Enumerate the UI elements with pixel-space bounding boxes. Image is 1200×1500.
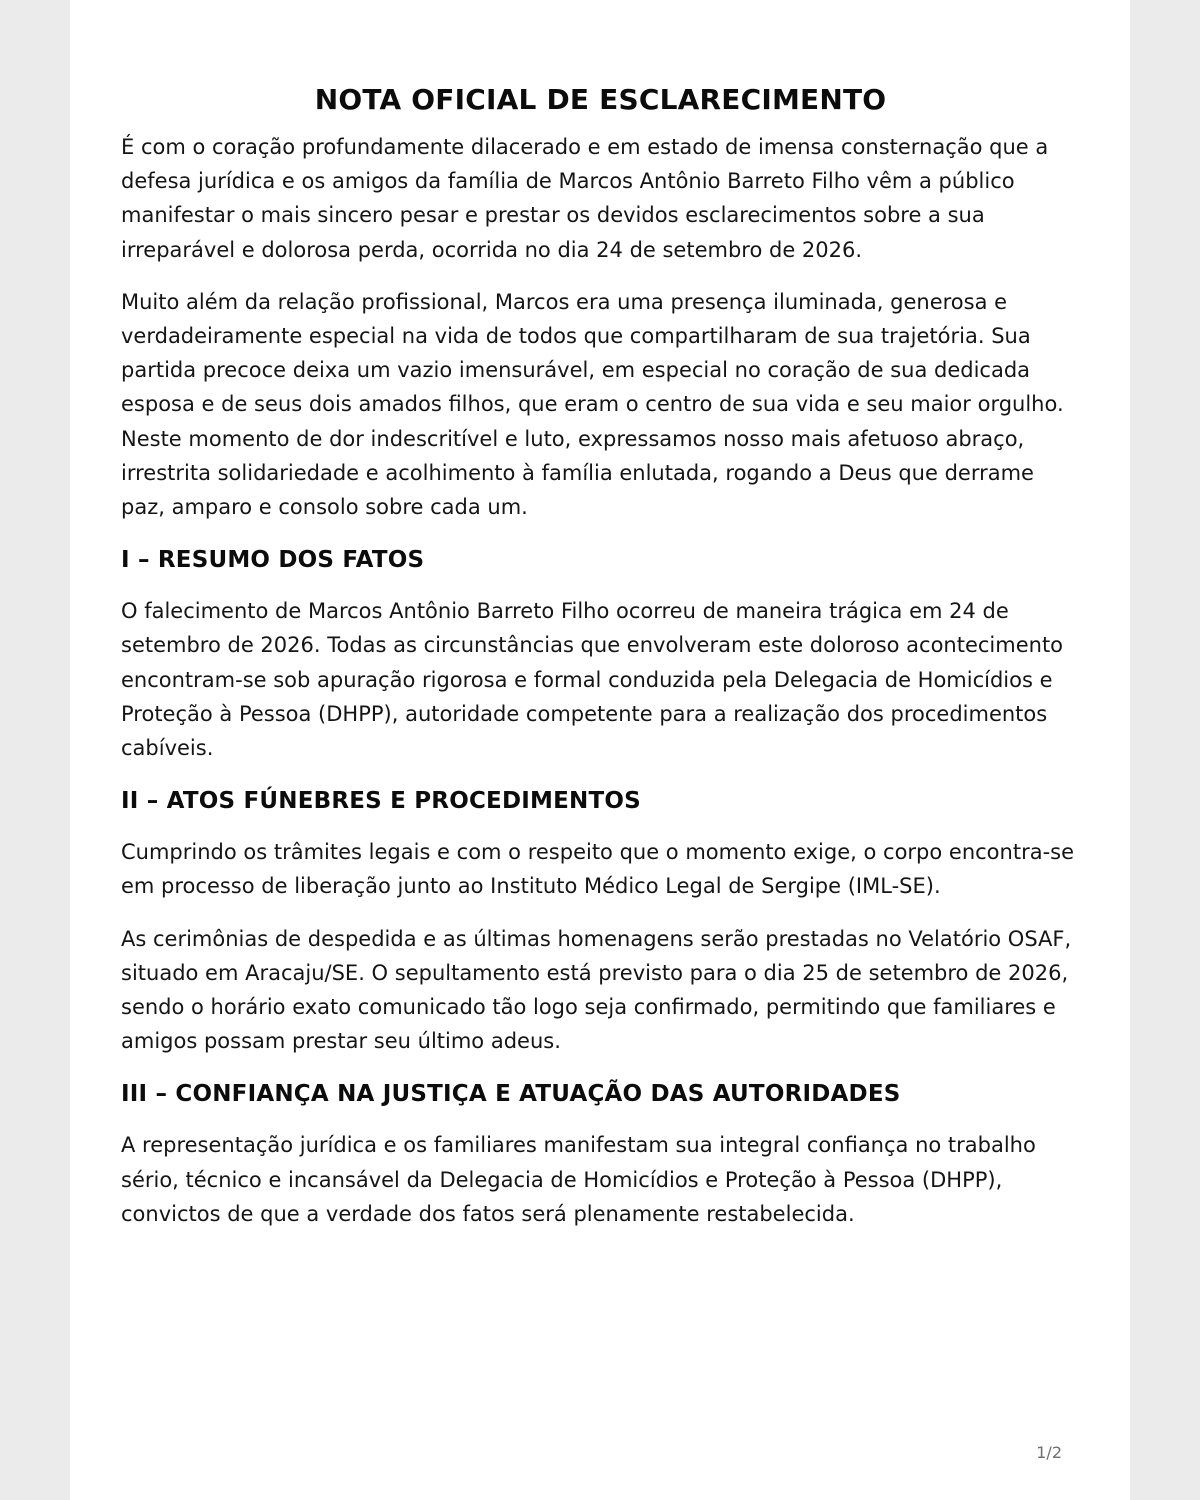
document-title: NOTA OFICIAL DE ESCLARECIMENTO — [314, 83, 887, 116]
document-page — [70, 0, 1130, 1500]
section-paragraph: Cumprindo os trâmites legais e com o respeito que o momento exige, o corpo encontra-se em processo de liberação junto ao Instituto Médico Legal de Sergipe (IML-SE). — [121, 840, 1075, 899]
section-paragraph: O falecimento de Marcos Antônio Barreto Filho ocorreu de maneira trágica em 24 de setembro de 2026. Todas as circunstâncias que envolveram este doloroso acontecimento encontram-se sob apuração rigorosa e formal conduzida pela Delegacia de Homicídios e Proteção à Pessoa (DHPP), autoridade competente para a realização dos procedimentos cabíveis. — [121, 599, 1064, 761]
page-number: 1/2 — [1036, 1443, 1062, 1462]
section-paragraph: As cerimônias de despedida e as últimas homenagens serão prestadas no Velatório OSAF, situado em Aracaju/SE. O sepultamento está previsto para o dia 25 de setembro de 2026, sendo o horário exato comunicado tão logo seja confirmado, permitindo que familiares e amigos possam prestar seu último adeus. — [121, 926, 1072, 1054]
section-heading-atos-funebres: II – ATOS FÚNEBRES E PROCEDIMENTOS — [121, 788, 641, 815]
section-heading-confianca-na-justica: III – CONFIANÇA NA JUSTIÇA E ATUAÇÃO DAS AUTORIDADES — [121, 1081, 901, 1108]
section-heading-resumo-dos-fatos: I – RESUMO DOS FATOS — [121, 547, 425, 574]
section-paragraph: A representação jurídica e os familiares manifestam sua integral confiança no trabalho sério, técnico e incansável da Delegacia de Homicídios e Proteção à Pessoa (DHPP), convictos de que a verdade dos fatos será plenamente restabelecida. — [121, 1133, 1036, 1226]
intro-paragraph: Muito além da relação profissional, Marcos era uma presença iluminada, generosa e verdadeiramente especial na vida de todos que compartilharam de sua trajetória. Sua partida precoce deixa um vazio imensurável, em especial no coração de sua dedicada esposa e de seus dois amados filhos, que eram o centro de sua vida e seu maior orgulho. Neste momento de dor indescritível e luto, expressamos nosso mais afetuoso abraço, irrestrita solidariedade e acolhimento à família enlutada, rogando a Deus que derrame paz, amparo e consolo sobre cada um. — [121, 289, 1064, 520]
intro-paragraph: É com o coração profundamente dilacerado e em estado de imensa consternação que a defesa jurídica e os amigos da família de Marcos Antônio Barreto Filho vêm a público manifestar o mais sincero pesar e prestar os devidos esclarecimentos sobre a sua irreparável e dolorosa perda, ocorrida no dia 24 de setembro de 2026. — [121, 135, 1049, 262]
